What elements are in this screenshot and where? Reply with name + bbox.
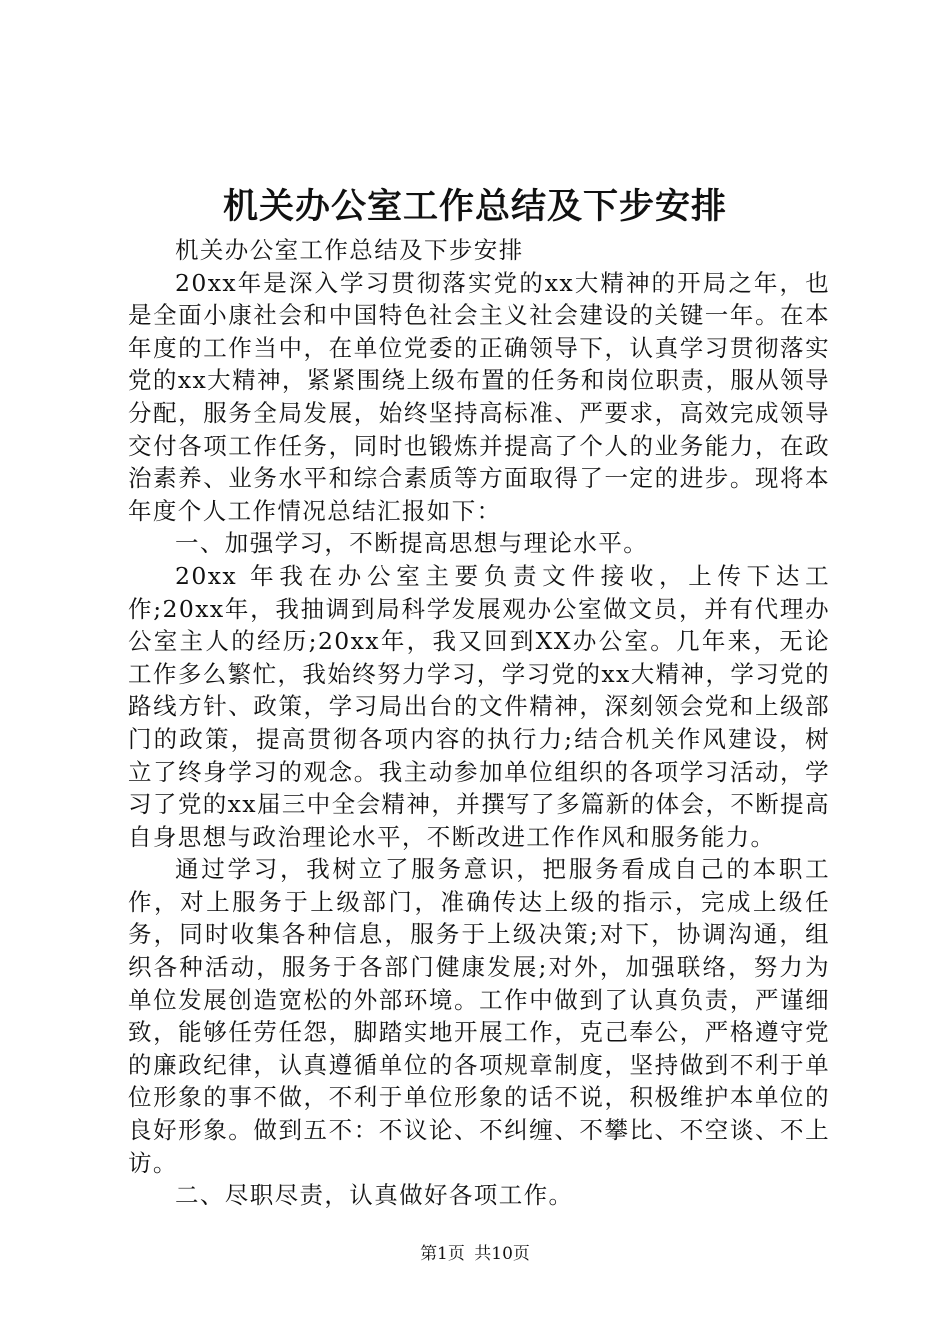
paragraph-intro: 20xx年是深入学习贯彻落实党的xx大精神的开局之年，也是全面小康社会和中国特色社会主义社会建设的关键一年。在本年度的工作当中，在单位党委的正确领导下，认真学习贯彻落实党的xx大精神，紧紧围绕上级布置的任务和岗位职责，服从领导分配，服务全局发展，始终坚持高标准、严要求，高效完成领导交付各项工作任务，同时也锻炼并提高了个人的业务能力，在政治素养、业务水平和综合素质等方面取得了一定的进步。现将本年度个人工作情况总结汇报如下：: [128, 268, 830, 525]
document-body: [128, 234, 830, 1212]
page-total: 共10页: [474, 1244, 530, 1264]
paragraph-study: 20xx 年我在办公室主要负责文件接收，上传下达工作;20xx年，我抽调到局科学发展观办公室做文员，并有代理办公室主人的经历;20xx年，我又回到XX办公室。几年来，无论工作多么繁忙，我始终努力学习，学习党的xx大精神，学习党的路线方针、政策，学习局出台的文件精神，深刻领会党和上级部门的政策，提高贯彻各项内容的执行力;结合机关作风建设，树立了终身学习的观念。我主动参加单位组织的各项学习活动，学习了党的xx届三中全会精神，并撰写了多篇新的体会，不断提高自身思想与政治理论水平，不断改进工作作风和服务能力。: [128, 561, 830, 851]
page-number: 第1页: [420, 1244, 465, 1264]
document-title: 机关办公室工作总结及下步安排: [222, 186, 727, 227]
section-heading-2: 二、尽职尽责，认真做好各项工作。: [175, 1181, 574, 1210]
section-heading-1: 一、加强学习，不断提高思想与理论水平。: [175, 529, 649, 558]
page-footer: [0, 1242, 950, 1266]
paragraph-subtitle: 机关办公室工作总结及下步安排: [175, 236, 524, 264]
paragraph-service: 通过学习，我树立了服务意识，把服务看成自己的本职工作，对上服务于上级部门，准确传达上级的指示，完成上级任务，同时收集各种信息，服务于上级决策;对下，协调沟通，组织各种活动，服务于各部门健康发展;对外，加强联络，努力为单位发展创造宽松的外部环境。工作中做到了认真负责，严谨细致，能够任劳任怨，脚踏实地开展工作，克己奉公，严格遵守党的廉政纪律，认真遵循单位的各项规章制度，坚持做到不利于单位形象的事不做，不利于单位形象的话不说，积极维护本单位的良好形象。做到五不：不议论、不纠缠、不攀比、不空谈、不上访。: [128, 855, 830, 1177]
